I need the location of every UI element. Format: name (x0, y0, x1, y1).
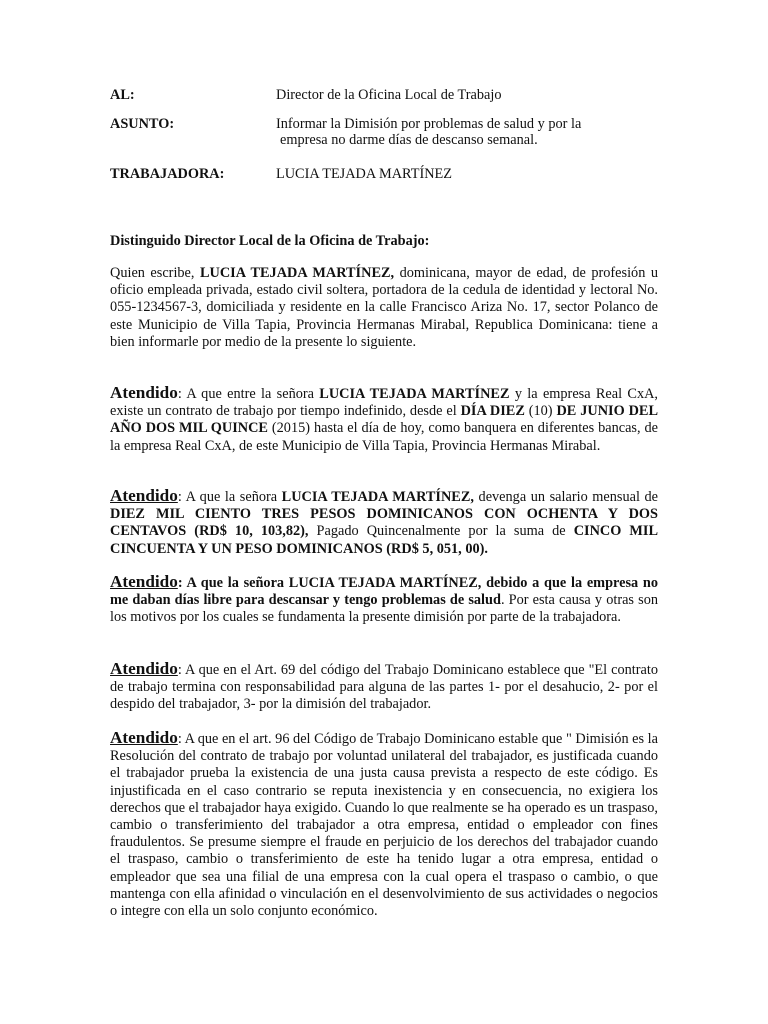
asunto-line-2: empresa no darme días de descanso semanal. (280, 132, 538, 148)
atendido-paragraph-4 (110, 660, 658, 714)
asunto-value (276, 116, 636, 148)
p2-worker-name: LUCIA TEJADA MARTÍNEZ, (281, 489, 474, 505)
atendido-paragraph-1 (110, 384, 658, 455)
asunto-line-1: Informar la Dimisión por problemas de salud y por la (276, 116, 582, 132)
p5-text-1: : A que en el art. 96 del Código de Trabajo Dominicano estable que " Dimisión es la Resolución del contrato de trabajo por voluntad unilateral del trabajador, es justificada cuando el trabajador prueba la existencia de una justa causa prevista a respecto de este código. Es injustificada en el caso contrario se reputa inexistencia y en consecuencia, no exigiera los derechos que el trabajador haya exigido. Cuando lo que realmente se ha operado es un traspaso, cambio o transferimiento del trabajador a otra empresa, entidad o empleador con fines fraudulentos. Se presume siempre el fraude en perjuicio de los derechos del trabajador cuando el traspaso, cambio o transferimiento de este ha tenido lugar a otra empresa, entidad o empleador que sea una filial de una empresa con la cual opera el traspaso o cambio, o que mantenga con ella afinidad o vinculación en el desenvolvimiento de sus actividades o negocios o integre con ella un solo conjunto económico. (110, 731, 658, 920)
trabajadora-label: TRABAJADORA: (110, 166, 225, 182)
p3-text-1: . Por esta causa y otras son los motivos por los cuales se fundamenta la presente dimisión por parte de la trabajadora. (110, 592, 658, 626)
p1-text-1: : A que entre la señora (177, 386, 320, 402)
atendido-heading: Atendido (110, 659, 178, 678)
p2-text-1: : A que la señora (177, 489, 282, 505)
atendido-heading: Atendido (110, 728, 178, 747)
intro-text-2: dominicana, mayor de edad, de profesión u oficio empleada privada, estado civil soltera, portadora de la cedula de identidad y lectoral No. 055-1234567-3, domiciliada y residente en la calle Francisco Ariza No. 17, sector Polanco de este Municipio de Villa Tapia, Provincia Hermanas Mirabal, Republica Dominicana: tiene a bien informarle por medio de la presente lo siguiente. (110, 265, 658, 350)
atendido-paragraph-3 (110, 573, 658, 627)
al-value: Director de la Oficina Local de Trabajo (276, 87, 502, 103)
p1-text-3: (10) (524, 403, 557, 420)
p1-text-4: (2015) hasta el día de hoy, como banquera en diferentes bancas, de la empresa Real CxA, de este Municipio de Villa Tapia, Provincia Hermanas Mirabal. (110, 420, 658, 454)
p3-bold-text: : A que la señora LUCIA TEJADA MARTÍNEZ, debido a que la empresa no me daban días libre para descansar y tengo problemas de salud (110, 575, 658, 609)
greeting: Distinguido Director Local de la Oficina de Trabajo: (110, 233, 430, 249)
p1-date-month-year: DE JUNIO DEL AÑO DOS MIL QUINCE (110, 403, 658, 437)
atendido-heading: Atendido (110, 383, 178, 402)
p2-salary-amount: DIEZ MIL CIENTO TRES PESOS DOMINICANOS CON OCHENTA Y DOS CENTAVOS (RD$ 10, 103,82), (110, 506, 658, 540)
asunto-label: ASUNTO: (110, 116, 175, 132)
p1-date-day: DÍA DIEZ (460, 403, 525, 420)
al-label: AL: (110, 87, 135, 103)
trabajadora-value: LUCIA TEJADA MARTÍNEZ (276, 166, 452, 182)
intro-text-1: Quien escribe, (110, 265, 200, 281)
p4-text-1: : A que en el Art. 69 del código del Trabajo Dominicano establece que "El contrato de trabajo termina con responsabilidad para alguna de las partes 1- por el desahucio, 2- por el despido del trabajador, 3- por la dimisión del trabajador. (110, 662, 658, 713)
atendido-paragraph-5 (110, 729, 658, 920)
atendido-heading: Atendido (110, 572, 178, 591)
atendido-paragraph-2 (110, 487, 658, 558)
p2-text-3: Pagado Quincenalmente por la suma de (308, 523, 574, 540)
p2-text-2: devenga un salario mensual de (473, 489, 659, 505)
intro-worker-name: LUCIA TEJADA MARTÍNEZ, (199, 265, 395, 281)
p2-biweekly-amount: CINCO MIL CINCUENTA Y UN PESO DOMINICANOS (RD$ 5, 051, 00). (110, 523, 659, 557)
p1-worker-name: LUCIA TEJADA MARTÍNEZ (319, 386, 510, 402)
p1-text-2: y la empresa Real CxA, existe un contrato de trabajo por tiempo indefinido, desde el (110, 386, 658, 420)
atendido-heading: Atendido (110, 486, 178, 505)
intro-paragraph (110, 265, 658, 351)
